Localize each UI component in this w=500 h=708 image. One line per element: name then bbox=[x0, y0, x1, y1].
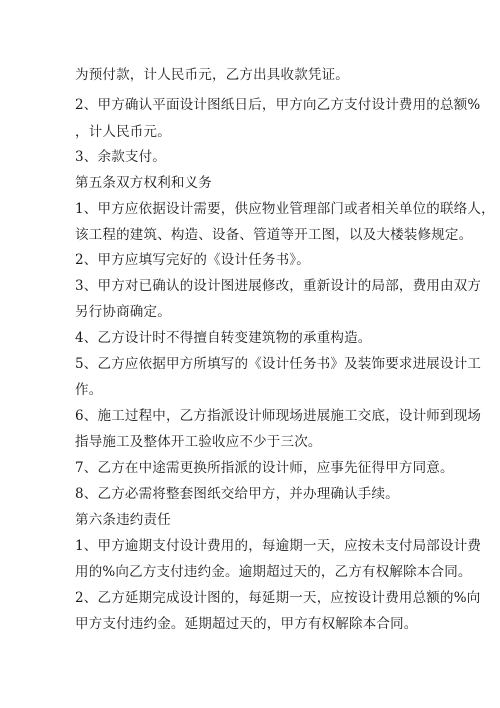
paragraph-line: 8、乙方必需将整套图纸交给甲方，并办理确认手续。 bbox=[75, 486, 399, 502]
paragraph-line: 2、乙方延期完成设计图的，每延期一天，应按设计费用总额的%向 bbox=[75, 590, 481, 606]
paragraph-line: 1、甲方逾期支付设计费用的，每逾期一天，应按未支付局部设计费 bbox=[75, 538, 482, 554]
paragraph-line: 另行协商确定。 bbox=[75, 304, 171, 320]
paragraph-line: 用的%向乙方支付违约金。逾期超过天的，乙方有权解除本合同。 bbox=[75, 564, 472, 580]
paragraph-line: 为预付款，计人民币元，乙方出具收款凭证。 bbox=[75, 67, 349, 83]
paragraph-line: 1、甲方应依据设计需要，供应物业管理部门或者相关单位的联络人， bbox=[75, 201, 495, 217]
paragraph-line: 作。 bbox=[75, 382, 103, 398]
section-heading: 第六条违约责任 bbox=[75, 512, 171, 528]
paragraph-line: 指导施工及整体开工验收应不少于三次。 bbox=[75, 434, 322, 450]
paragraph-line: 甲方支付违约金。延期超过天的，甲方有权解除本合同。 bbox=[75, 616, 418, 632]
paragraph-line: 2、甲方应填写完好的《设计任务书》。 bbox=[75, 252, 310, 268]
paragraph-line: 2、甲方确认平面设计图纸日后，甲方向乙方支付设计费用的总额% bbox=[75, 97, 481, 113]
paragraph-line: 6、施工过程中，乙方指派设计师现场进展施工交底，设计师到现场 bbox=[75, 408, 482, 424]
section-heading: 第五条双方权利和义务 bbox=[75, 175, 212, 191]
paragraph-line: 3、余款支付。 bbox=[75, 149, 166, 165]
paragraph-line: 3、甲方对已确认的设计图进展修改，重新设计的局部，费用由双方 bbox=[75, 278, 482, 294]
paragraph-line: 5、乙方应依据甲方所填写的《设计任务书》及装饰要求进展设计工 bbox=[75, 356, 482, 372]
paragraph-line: ，计人民币元。 bbox=[75, 124, 171, 140]
paragraph-line: 7、乙方在中途需更换所指派的设计师，应事先征得甲方同意。 bbox=[75, 460, 454, 476]
paragraph-line: 该工程的建筑、构造、设备、管道等开工图，以及大楼装修规定。 bbox=[75, 227, 473, 243]
paragraph-line: 4、乙方设计时不得擅自转变建筑物的承重构造。 bbox=[75, 330, 372, 346]
